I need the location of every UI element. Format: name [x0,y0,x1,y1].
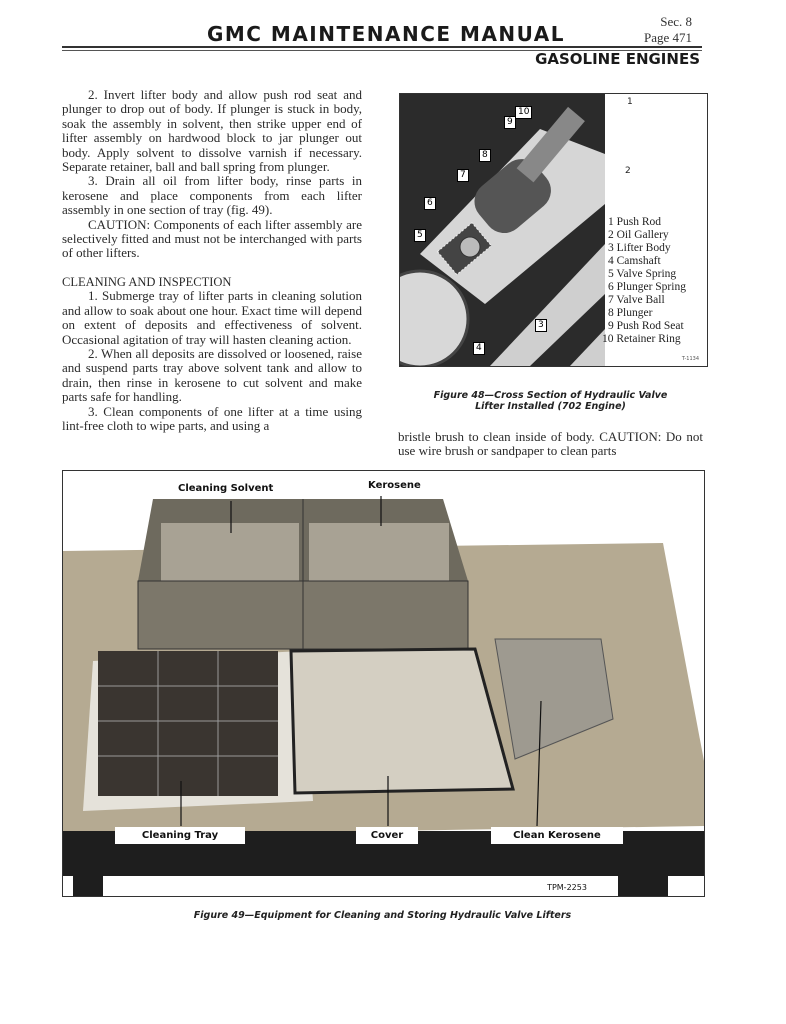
lifter-cross-section-illustration [400,94,605,366]
paragraph: 3. Clean components of one lifter at a time using lint-free cloth to wipe parts, and using a [62,403,362,433]
legend-item: 3 Lifter Body [608,242,671,254]
legend-item: 10 Retainer Ring [602,333,681,345]
label-clean-kerosene: Clean Kerosene [491,827,623,844]
label-kerosene: Kerosene [368,480,421,491]
manual-title: GMC MAINTENANCE MANUAL [206,22,566,46]
legend-item: 1 Push Rod [608,216,662,228]
legend-item: 9 Push Rod Seat [608,320,684,332]
callout-8: 8 [479,149,491,162]
section-heading: CLEANING AND INSPECTION [62,274,232,289]
left-column-text [62,88,362,433]
paragraph: 2. When all deposits are dissolved or loosened, raise and suspend parts tray above solvent tank and allow to drain, then rinse in kerosene to cut solvent and make parts safe for handling. [62,345,362,405]
caution-paragraph: CAUTION: Components of each lifter assembly are selectively fitted and must not be interchanged with parts of other lifters. [62,216,362,261]
label-cover: Cover [356,827,418,844]
figure-48 [399,93,708,367]
callout-2: 2 [625,166,631,176]
section-number: Sec. 8 [660,14,692,29]
callout-9: 9 [504,116,516,129]
figure-code: TPM-2253 [547,883,587,892]
paragraph: 3. Drain all oil from lifter body, rinse parts in kerosene and place components from each lifter assembly in one section of tray (fig. 49). [62,173,362,218]
figure-48-legend [602,216,686,346]
callout-4: 4 [473,342,485,355]
callout-5: 5 [414,229,426,242]
figure-49-caption: Figure 49—Equipment for Cleaning and Storing Hydraulic Valve Lifters [193,910,572,921]
label-cleaning-solvent: Cleaning Solvent [178,483,274,494]
chapter-title: GASOLINE ENGINES [535,50,700,68]
callout-10: 10 [515,106,532,119]
legend-item: 4 Camshaft [608,255,661,267]
figure-48-caption [398,390,703,412]
label-cleaning-tray: Cleaning Tray [115,827,245,844]
figure-code: T-1134 [681,356,699,362]
section-page-info [644,14,692,46]
callout-7: 7 [457,169,469,182]
paragraph: 2. Invert lifter body and allow push rod seat and plunger to drop out of body. If plunger is stuck in body, soak the assembly in solvent, then strike upper end of lifter assembly on hardwood block to jar plunger out body. Apply solvent to dissolve varnish if necessary. Separate retainer, ball and ball spring from plunger. [62,87,362,175]
figure-49 [62,470,705,897]
legend-item: 6 Plunger Spring [608,281,686,293]
callout-6: 6 [424,197,436,210]
legend-item: 8 Plunger [608,307,653,319]
legend-item: 2 Oil Gallery [608,229,669,241]
page-number: Page 471 [643,30,692,45]
legend-item: 5 Valve Spring [608,268,677,280]
right-column-text: bristle brush to clean inside of body. CAUTION: Do not use wire brush or sandpaper to clean parts [398,429,703,459]
caption-line: Figure 48—Cross Section of Hydraulic Valve [433,390,668,401]
callout-1: 1 [627,97,633,107]
legend-item: 7 Valve Ball [608,294,665,306]
caption-line: Lifter Installed (702 Engine) [475,401,626,412]
paragraph: 1. Submerge tray of lifter parts in cleaning solution and allow to soak about one hour. Exact time will depend on extent of deposits and effectiveness of solvent. Occasional agitation of tray will hasten cleaning action. [62,288,362,347]
header-rule [62,46,702,48]
callout-3: 3 [535,319,547,332]
